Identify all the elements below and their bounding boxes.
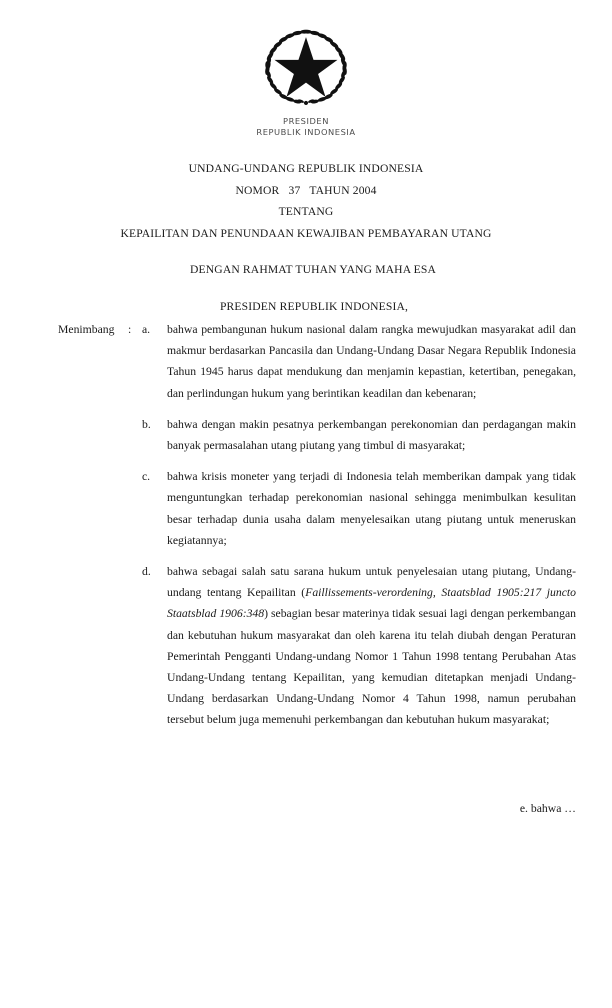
emblem-caption-line-2: REPUBLIK INDONESIA <box>256 127 356 137</box>
consideration-marker-a: a. <box>142 323 151 336</box>
consideration-text-b: bahwa dengan makin pesatnya perkembangan perekonomian dan perdagangan makin banyak permasalahan utang piutang yang timbul di masyarakat; <box>167 417 576 453</box>
title-line-law-name: UNDANG-UNDANG REPUBLIK INDONESIA <box>188 162 424 175</box>
consideration-item-d <box>58 561 576 731</box>
title-line-about: TENTANG <box>278 205 334 218</box>
page-catchword: e. bahwa … <box>519 802 576 815</box>
consideration-d-italic-citation: Faillissements-verordening, Staatsblad 1905:217 juncto Staatsblad 1906:348 <box>167 586 576 621</box>
authority-line <box>0 300 612 313</box>
page-title <box>0 158 612 244</box>
emblem-caption <box>0 116 612 138</box>
consideration-d-part1: bahwa sebagai salah satu sarana hukum untuk penyelesaian utang piutang, Undang-undang tentang Kepailitan ( <box>167 565 576 600</box>
consideration-text-a: bahwa pembangunan hukum nasional dalam rangka mewujudkan masyarakat adil dan makmur berdasarkan Pancasila dan Undang-Undang Dasar Negara Republik Indonesia Tahun 1945 harus dapat mendukung dan menjamin kepastian, ketertiban, penegakan, dan perlindungan hukum yang berintikan keadilan dan kebenaran; <box>167 323 576 400</box>
invocation-text: DENGAN RAHMAT TUHAN YANG MAHA ESA <box>190 263 436 276</box>
considerations-label: Menimbang <box>58 323 115 336</box>
authority-text: PRESIDEN REPUBLIK INDONESIA, <box>219 300 409 313</box>
consideration-marker-d: d. <box>142 565 151 579</box>
invocation-line <box>0 263 612 276</box>
consideration-marker-b: b. <box>142 417 151 431</box>
title-line-number-year: NOMOR 37 TAHUN 2004 <box>235 183 377 197</box>
consideration-item-b <box>58 414 576 456</box>
consideration-d-part2: ) sebagian besar materinya tidak sesuai lagi dengan perkembangan dan kebutuhan hukum masyarakat dan oleh karena itu telah diubah dengan Peraturan Pemerintah Pengganti Undang-undang Nomor 1 Tahun 1998 tentang Perubahan Atas Undang-Undang tentang Kepailitan, yang kemudian ditetapkan menjadi Undang-Undang berdasarkan Undang-Undang Nomor 4 Tahun 1998, namun perubahan tersebut belum juga memenuhi perkembangan dan kebutuhan hukum masyarakat; <box>167 607 577 727</box>
title-line-subject: KEPAILITAN DAN PENUNDAAN KEWAJIBAN PEMBAYARAN UTANG <box>120 226 492 240</box>
consideration-item-c <box>58 466 576 551</box>
consideration-text-d <box>167 561 576 731</box>
emblem-caption-line-1: PRESIDEN <box>283 116 329 126</box>
consideration-text-c: bahwa krisis moneter yang terjadi di Indonesia telah memberikan dampak yang tidak menguntungkan terhadap perekonomian nasional sehingga menimbulkan kesulitan besar terhadap dunia usaha dalam menyelesaikan utang piutang untuk meneruskan kegiatannya; <box>167 470 576 547</box>
consideration-item-a <box>58 319 576 404</box>
consideration-marker-c: c. <box>142 470 151 484</box>
presidential-emblem-block <box>0 22 612 138</box>
garuda-star-wreath-emblem <box>260 22 352 114</box>
considerations-colon: : <box>128 323 132 336</box>
considerations-section <box>58 319 576 731</box>
